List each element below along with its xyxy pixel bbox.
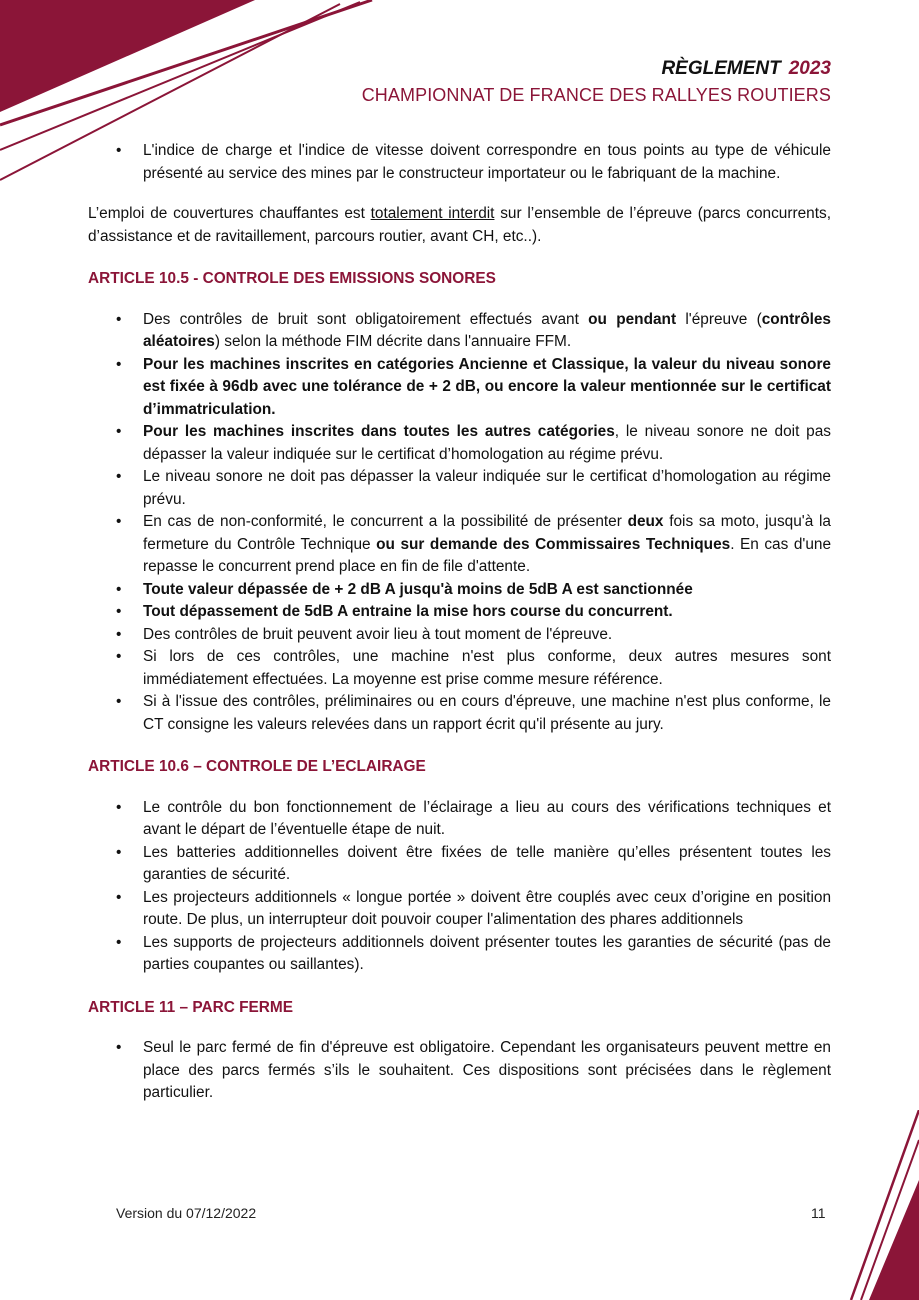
list-item: • Les projecteurs additionnels « longue portée » doivent être couplés avec ceux d’origine en position route. De plus, un interrupteur doit pouvoir couper l'alimentation des phares additionnels (88, 887, 831, 932)
bold-text: ou sur demande des Commissaires Techniques (376, 535, 731, 553)
text-run: , le niveau sonore ne doit pas dépasser la valeur indiquée sur le certificat d’homologation au régime prévu. (143, 423, 831, 463)
bold-text: Pour les machines inscrites dans toutes les autres catégories (143, 423, 615, 440)
list-item (88, 421, 831, 466)
bold-text: contrôles aléatoires (143, 310, 831, 350)
page-number: 11 (811, 1205, 826, 1221)
list-item (88, 309, 831, 354)
text-run: L’emploi de couvertures chauffantes est (88, 205, 371, 222)
underlined-text: totalement interdit (370, 205, 495, 222)
bold-text: Tout dépassement de 5dB A entraine la mise hors course du concurrent. (143, 603, 673, 620)
list-item: • Des contrôles de bruit peuvent avoir lieu à tout moment de l'épreuve. (88, 624, 831, 647)
text-run: En cas de non-conformité, le concurrent a la possibilité de présenter (143, 513, 628, 530)
list-item: • Le niveau sonore ne doit pas dépasser la valeur indiquée sur le certificat d’homologation au régime prévu. (88, 466, 831, 511)
header-year: 2023 (788, 58, 831, 79)
bold-text: deux (627, 513, 664, 530)
list-item (88, 579, 831, 602)
article-10-6-list (88, 797, 831, 977)
article-10-6-heading: ARTICLE 10.6 – CONTROLE DE L’ECLAIRAGE (88, 758, 426, 775)
document-body (88, 140, 831, 1105)
corner-decoration-bottom-right (839, 1110, 919, 1300)
text-run: sur l’ensemble de l’épreuve (parcs concurrents, d’assistance et de ravitaillement, parcours routier, avant CH, etc..). (88, 205, 831, 245)
heating-covers-paragraph (88, 203, 831, 248)
list-item: • Si à l'issue des contrôles, préliminaires ou en cours d'épreuve, une machine n'est plus conforme, le CT consigne les valeurs relevées dans un rapport écrit qu'il présente au jury. (88, 691, 831, 736)
list-item: • Seul le parc fermé de fin d'épreuve est obligatoire. Cependant les organisateurs peuvent mettre en place des parcs fermés s’ils le souhaitent. Ces dispositions sont précisées dans le règlement particulier. (88, 1037, 831, 1105)
header-subtitle: CHAMPIONNAT DE FRANCE DES RALLYES ROUTIERS (361, 85, 831, 105)
footer-version: Version du 07/12/2022 (116, 1205, 257, 1221)
list-item (88, 601, 831, 624)
article-11-list (88, 1037, 831, 1105)
article-10-5-list (88, 309, 831, 737)
header-title (661, 58, 831, 80)
list-item (88, 354, 831, 422)
article-10-5-heading: ARTICLE 10.5 - CONTROLE DES EMISSIONS SONORES (88, 270, 496, 287)
bold-text: ou pendant (588, 310, 677, 328)
list-item: • Le contrôle du bon fonctionnement de l’éclairage a lieu au cours des vérifications techniques et avant le départ de l’éventuelle étape de nuit. (88, 797, 831, 842)
text-run: ) selon la méthode FIM décrite dans l'annuaire FFM. (214, 333, 572, 350)
text-run: fois sa moto, jusqu'à la fermeture du Contrôle Technique (143, 513, 831, 553)
list-item: • Si lors de ces contrôles, une machine n'est plus conforme, deux autres mesures sont immédiatement effectuées. La moyenne est prise comme mesure référence. (88, 646, 831, 691)
text-run: Des contrôles de bruit sont obligatoirement effectués avant (143, 310, 589, 328)
header-title-text: RÈGLEMENT (661, 58, 781, 79)
intro-list (88, 140, 831, 185)
bold-text: Toute valeur dépassée de + 2 dB A jusqu'à moins de 5dB A est sanctionnée (143, 580, 693, 598)
list-item (88, 511, 831, 579)
article-11-heading: ARTICLE 11 – PARC FERME (88, 998, 293, 1016)
text-run: . En cas d'une repasse le concurrent prend place en fin de file d'attente. (143, 535, 831, 575)
bold-text: Pour les machines inscrites en catégories Ancienne et Classique, la valeur du niveau sonore est fixée à 96db avec une tolérance de + 2 dB, ou encore la valeur mentionnée sur le certificat d’immatriculation. (143, 355, 831, 418)
list-item: • Les supports de projecteurs additionnels doivent présenter toutes les garanties de sécurité (pas de parties coupantes ou saillantes). (88, 932, 831, 977)
list-item: • Les batteries additionnelles doivent être fixées de telle manière qu’elles présentent toutes les garanties de sécurité. (88, 842, 831, 887)
text-run: l'épreuve ( (676, 310, 762, 328)
list-item: • L'indice de charge et l'indice de vitesse doivent correspondre en tous points au type de véhicule présenté au service des mines par le constructeur importateur ou le fabriquant de la machine. (88, 140, 831, 185)
